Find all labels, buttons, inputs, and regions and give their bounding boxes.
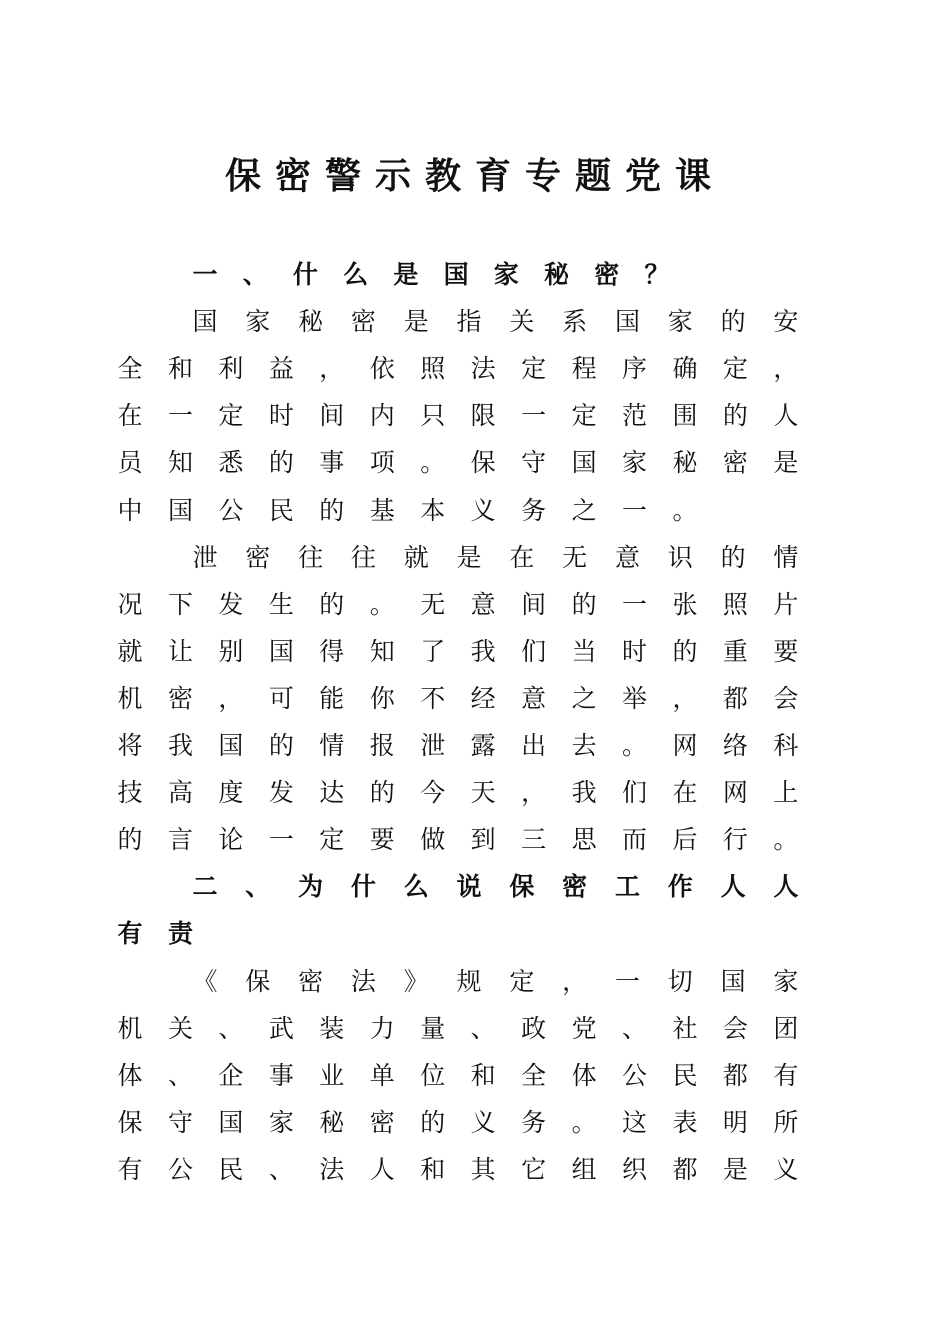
paragraph-line: 国 家 秘 密 是 指 关 系 国 家 的 安 xyxy=(192,307,799,337)
paragraph-line: 员 知 悉 的 事 项 。 保 守 国 家 秘 密 是 xyxy=(117,448,799,478)
paragraph-line: 将 我 国 的 情 报 泄 露 出 去 。 网 络 科 xyxy=(117,731,799,760)
paragraph-line: 有 公 民 、 法 人 和 其 它 组 织 都 是 义 xyxy=(117,1154,799,1184)
paragraph-line: 的 言 论 一 定 要 做 到 三 思 而 后 行 。 xyxy=(117,825,799,855)
section-heading: 一 、 什 么 是 国 家 秘 密 ？ xyxy=(192,260,670,289)
section-heading: 有 责 xyxy=(117,919,193,949)
paragraph-line: 在 一 定 时 间 内 只 限 一 定 范 围 的 人 xyxy=(117,401,799,431)
paragraph-line: 全 和 利 益 ， 依 照 法 定 程 序 确 定 ， xyxy=(117,354,799,384)
paragraph-line: 《 保 密 法 》 规 定 ， 一 切 国 家 xyxy=(192,966,799,996)
paragraph-line: 保 守 国 家 秘 密 的 义 务 。 这 表 明 所 xyxy=(117,1107,799,1137)
paragraph-line: 泄 密 往 往 就 是 在 无 意 识 的 情 xyxy=(192,542,799,572)
paragraph-line: 况 下 发 生 的 。 无 意 间 的 一 张 照 片 xyxy=(117,589,799,619)
paragraph-line: 就 让 别 国 得 知 了 我 们 当 时 的 重 要 xyxy=(117,636,799,666)
paragraph-line: 机 关 、 武 装 力 量 、 政 党 、 社 会 团 xyxy=(117,1013,799,1043)
paragraph-line: 技 高 度 发 达 的 今 天 ， 我 们 在 网 上 xyxy=(117,778,799,808)
document-title: 保密警示教育专题党课 xyxy=(224,155,725,197)
paragraph-line: 体 、 企 事 业 单 位 和 全 体 公 民 都 有 xyxy=(117,1060,799,1090)
section-heading: 二 、 为 什 么 说 保 密 工 作 人 人 xyxy=(192,872,799,902)
paragraph-line: 机 密 ， 可 能 你 不 经 意 之 举 ， 都 会 xyxy=(117,683,799,713)
paragraph-line: 中 国 公 民 的 基 本 义 务 之 一 。 xyxy=(117,495,698,525)
